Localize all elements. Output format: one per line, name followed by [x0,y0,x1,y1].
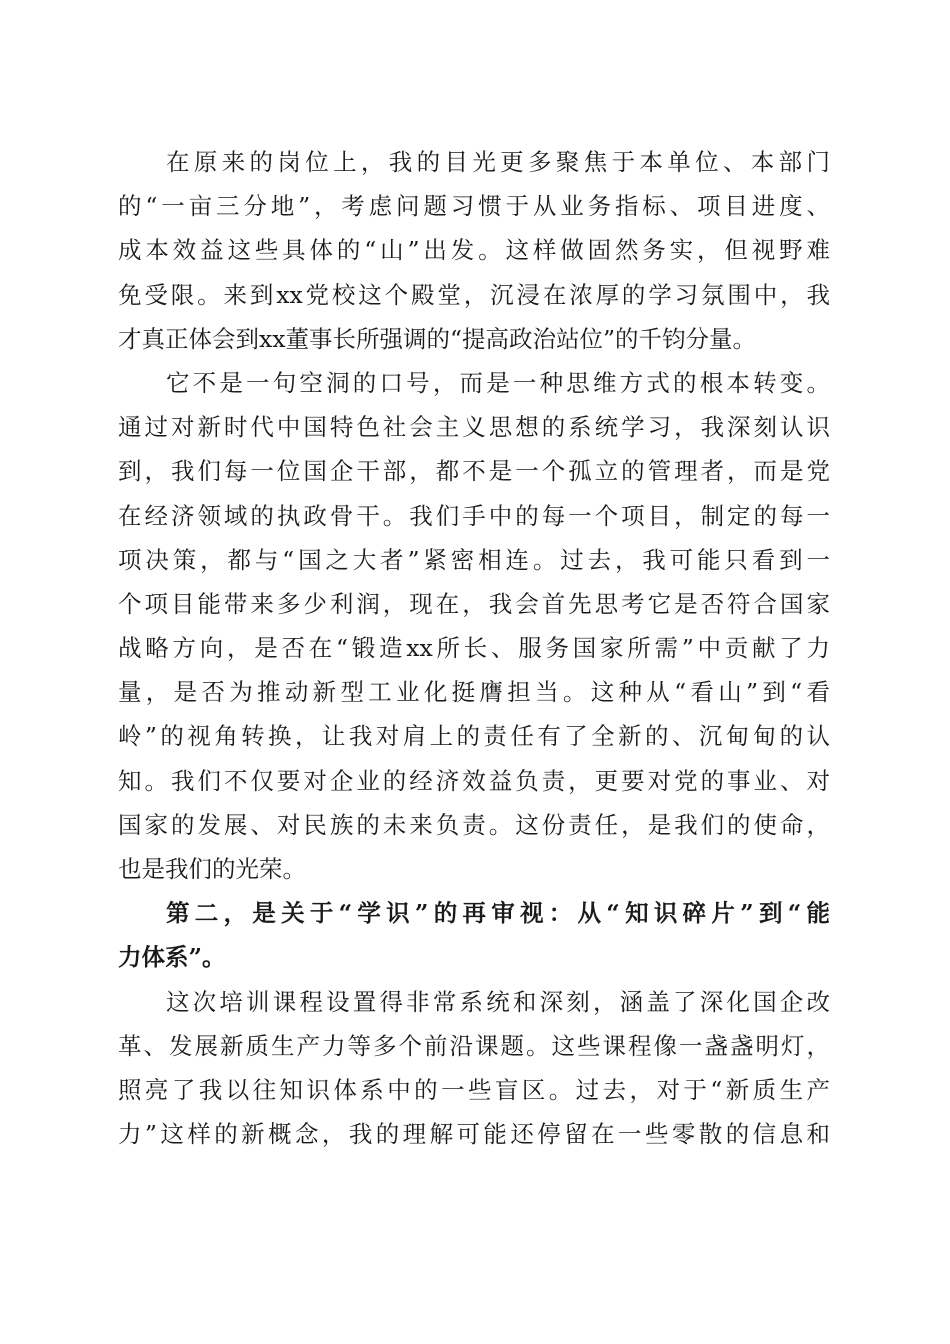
text-line: 知。我们不仅要对企业的经济效益负责，更要对党的事业、对 [118,766,830,795]
section-heading [118,891,830,979]
text-line: 到，我们每一位国企干部，都不是一个孤立的管理者，而是党 [118,457,830,486]
text-line: 岭”的视角转换，让我对肩上的责任有了全新的、沉甸甸的认 [118,722,830,751]
text-line: 成本效益这些具体的“山”出发。这样做固然务实，但视野难 [118,236,830,265]
text-line: 照亮了我以往知识体系中的一些盲区。过去，对于“新质生产 [118,1075,830,1104]
heading-line: 第二，是关于“学识”的再审视：从“知识碎片”到“能 [166,899,830,928]
document-page [118,140,830,1320]
text-line: 它不是一句空洞的口号，而是一种思维方式的根本转变。 [166,368,830,397]
text-line: 国家的发展、对民族的未来负责。这份责任，是我们的使命， [118,810,830,839]
text-line: 战略方向，是否在“锻造xx所长、服务国家所需”中贡献了力 [118,634,830,663]
text-line: 革、发展新质生产力等多个前沿课题。这些课程像一盏盏明灯， [118,1031,830,1060]
text-line: 也是我们的光荣。 [118,855,306,883]
text-line: 的“一亩三分地”，考虑问题习惯于从业务指标、项目进度、 [118,192,830,221]
text-line: 在原来的岗位上，我的目光更多聚焦于本单位、本部门 [166,148,830,176]
heading-line: 力体系”。 [118,943,226,972]
text-line: 量，是否为推动新型工业化挺膺担当。这种从“看山”到“看 [118,678,830,707]
text-line: 这次培训课程设置得非常系统和深刻，涵盖了深化国企改 [166,987,830,1016]
text-line: 在经济领域的执政骨干。我们手中的每一个项目，制定的每一 [118,501,830,530]
text-line: 通过对新时代中国特色社会主义思想的系统学习，我深刻认识 [118,413,830,442]
text-line: 才真正体会到xx董事长所强调的“提高政治站位”的千钧分量。 [118,324,757,353]
text-line: 免受限。来到xx党校这个殿堂，沉浸在浓厚的学习氛围中，我 [118,280,830,309]
paragraph-1 [118,140,830,361]
text-line: 项决策，都与“国之大者”紧密相连。过去，我可能只看到一 [118,545,830,574]
text-line: 个项目能带来多少利润，现在，我会首先思考它是否符合国家 [118,589,830,618]
paragraph-3 [118,980,830,1157]
paragraph-2 [118,361,830,891]
text-line: 力”这样的新概念，我的理解可能还停留在一些零散的信息和 [118,1120,830,1149]
